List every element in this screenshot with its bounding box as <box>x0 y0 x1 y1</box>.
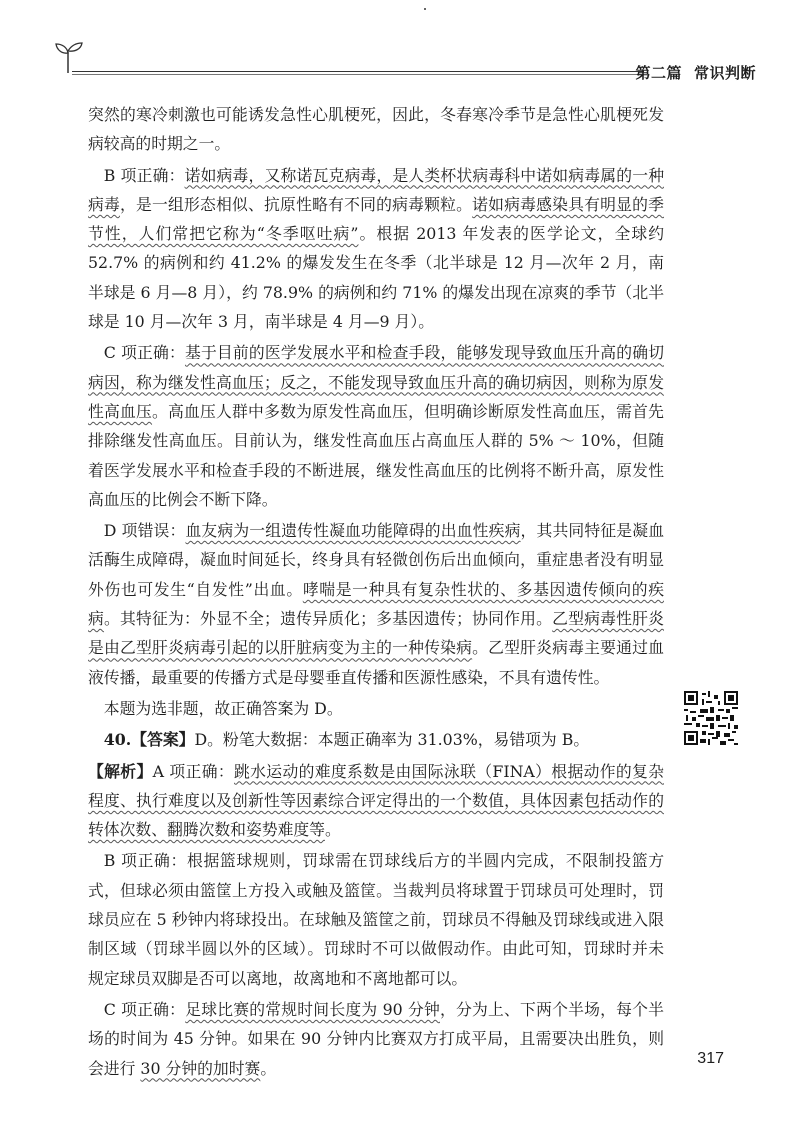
underlined-text: 基于目前的医学发展水平和检查手段，能够发现导致血压升高的确切病因，称为继发性高血压；反之，不能发现导致血压升高的确切病因，则称为原发性高血压 <box>88 343 664 421</box>
text-segment: 。根据 2013 年发表的医学论文，全球约 52.7% 的病例和约 41.2% 的爆发发生在冬季（北半球是 12 月—次年 2 月，南半球是 6 月—8 月），约 78.9% 的病例和约 71% 的爆发出现在凉爽的季节（北半球是 10 月—次年 3 月，南半球是 4 月—9 月）。 <box>88 224 665 332</box>
text-segment: 。高血压人群中多数为原发性高血压，但明确诊断原发性高血压，需首先排除继发性高血压。目前认为，继发性高血压占高血压人群的 5% ～ 10%，但随着医学发展水平和检查手段的不断进展，继发性高血压的比例将不断升高，原发性高血压的比例会不断下降。 <box>88 401 664 509</box>
paragraph <box>88 100 664 159</box>
underlined-text: 30 分钟的加时赛 <box>140 1058 261 1078</box>
text-segment: ，是一组形态相似、抗原性略有不同的病毒颗粒。 <box>120 194 473 214</box>
text-segment: 。乙型肝炎病毒主要通过血液传播，最重要的传播方式是母婴垂直传播和医源性感染，不具有遗传性。 <box>88 638 664 687</box>
header-part: 第二篇 <box>635 64 682 82</box>
text-segment: 【解析】 <box>88 761 153 781</box>
header-rule <box>72 71 644 72</box>
paragraph <box>88 725 664 754</box>
text-segment: 突然的寒冷刺激也可能诱发急性心肌梗死，因此，冬春寒冷季节是急性心肌梗死发病较高的时期之一。 <box>88 105 664 154</box>
text-segment: B 项正确： <box>103 165 185 185</box>
page-header <box>44 40 756 80</box>
text-segment: D。粉笔大数据：本题正确率为 31.03%，易错项为 B。 <box>194 730 590 750</box>
paragraph <box>88 995 664 1083</box>
text-segment: 。 <box>260 1058 277 1078</box>
text-segment: 。其特征为：外显不全；遗传异质化；多基因遗传；协同作用。 <box>104 609 553 629</box>
text-segment: D 项错误： <box>103 521 186 541</box>
paragraph <box>88 694 664 723</box>
text-segment: C 项正确： <box>103 343 185 363</box>
text-segment: 本题为选非题，故正确答案为 D。 <box>103 698 343 718</box>
text-segment: B 项正确：根据篮球规则，罚球需在罚球线后方的半圆内完成，不限制投篮方式，但球必须由篮筐上方投入或触及篮筐。当裁判员将球置于罚球员可处理时，罚球员应在 5 秒钟内将球投出。在球触及篮筐之前，罚球员不得触及罚球线或进入限制区域（罚球半圆以外的区域）。罚球时不可以做假动作。由此可知，罚球时并未规定球员双脚是否可以离地，故离地和不离地都可以。 <box>88 851 664 988</box>
text-segment: A 项正确： <box>152 761 234 781</box>
header-section: 常识判断 <box>693 64 756 82</box>
underlined-text: 血友病为一组遗传性凝血功能障碍的出血性疾病 <box>185 521 521 541</box>
underlined-text: 诺如病毒感染具有明显的季节性，人们常把它称为“冬季呕吐病” <box>88 194 664 244</box>
underlined-text: 足球比赛的常规时间长度为 90 分钟 <box>185 999 440 1019</box>
header-rule-thin <box>72 74 644 75</box>
paragraph <box>88 757 664 845</box>
paragraph <box>88 161 664 337</box>
text-segment: 40.【答案】 <box>103 730 195 750</box>
text-segment: ，其共同特征是凝血活酶生成障碍，凝血时间延长，终身具有轻微创伤后出血倾向，重症患者没有明显外伤也可发生“自发性”出血。 <box>88 521 664 599</box>
text-segment: C 项正确： <box>103 999 186 1019</box>
scan-speck <box>424 8 426 10</box>
qr-code-icon <box>684 691 738 745</box>
paragraph <box>88 846 664 992</box>
text-segment: ，分为上、下两个半场，每个半场的时间为 45 分钟。如果在 90 分钟内比赛双方打成平局，且需要决出胜负，则会进行 <box>88 999 664 1078</box>
underlined-text: 跳水运动的难度系数是由国际泳联（FINA）根据动作的复杂程度、执行难度以及创新性等因素综合评定得出的一个数值，具体因素包括动作的转体次数、翻腾次数和姿势难度等 <box>88 761 664 840</box>
underlined-text: 乙型病毒性肝炎是由乙型肝炎病毒引起的以肝脏病变为主的一种传染病 <box>88 609 664 658</box>
paragraph <box>88 516 664 692</box>
page-number: 317 <box>697 1050 724 1067</box>
header-title <box>623 62 756 83</box>
main-text <box>88 100 664 1085</box>
sprout-icon <box>54 40 84 74</box>
text-segment: 。 <box>324 820 341 840</box>
paragraph <box>88 338 664 514</box>
underlined-text: 哮喘是一种具有复杂性状的、多基因遗传倾向的疾病 <box>88 579 664 629</box>
underlined-text: 诺如病毒，又称诺瓦克病毒，是人类杯状病毒科中诺如病毒属的一种病毒 <box>88 165 664 214</box>
